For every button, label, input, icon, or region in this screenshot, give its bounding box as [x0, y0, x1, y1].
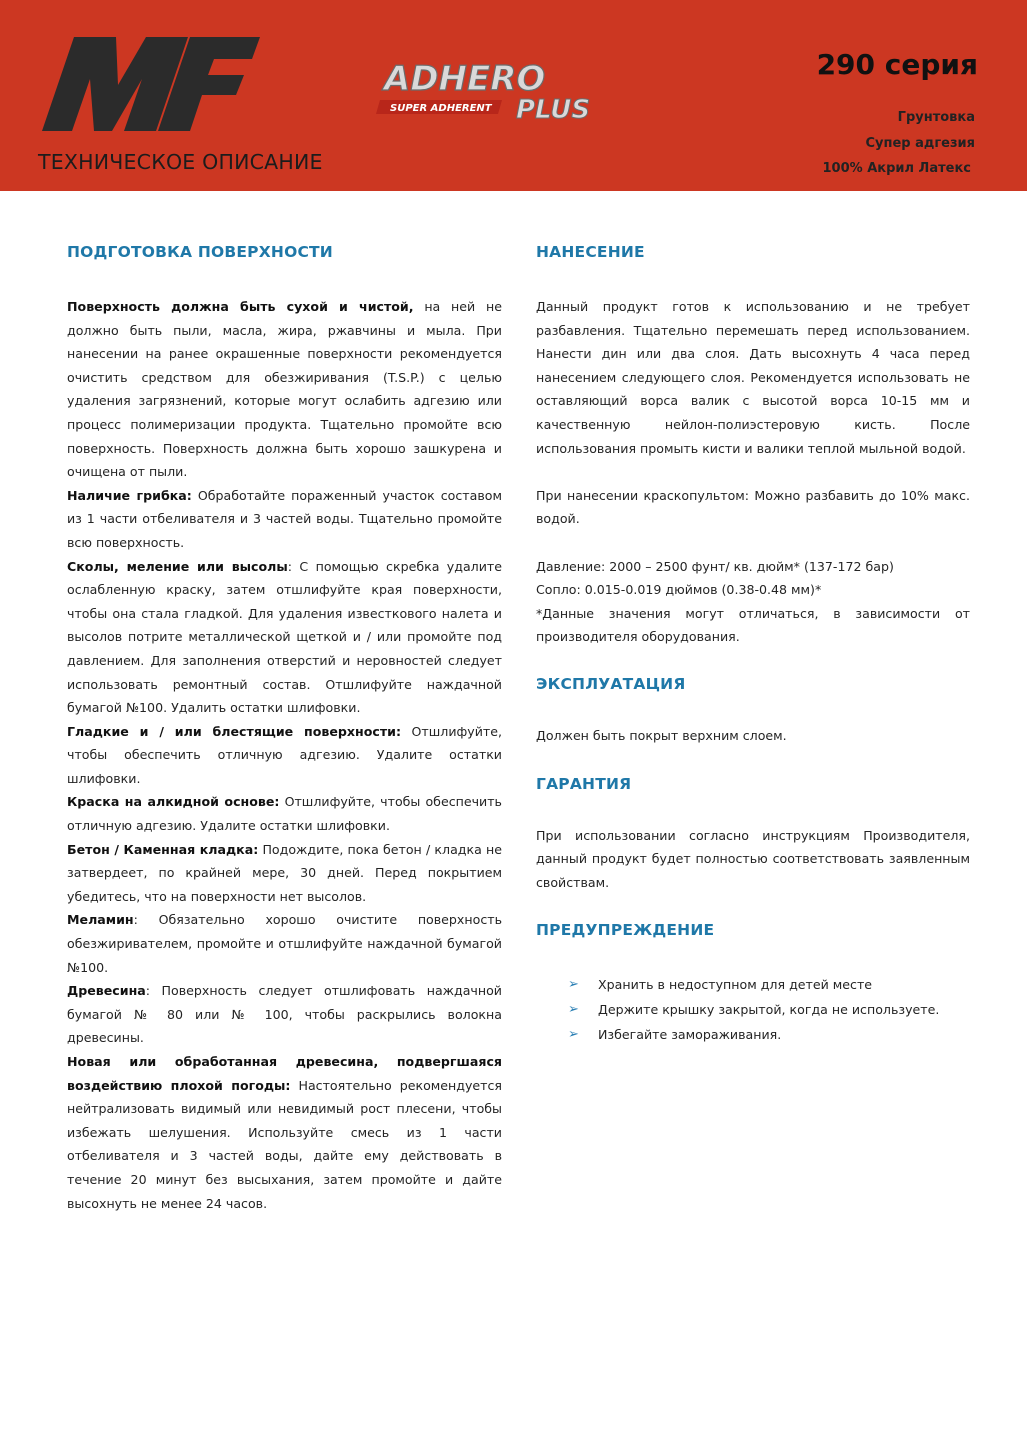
warning-item: ➢ Хранить в недоступном для детей месте: [568, 972, 970, 997]
surface-preparation-section: [67, 242, 502, 1215]
spec-composition: 100% Акрил Латекс: [822, 161, 971, 176]
paragraph-glossy: Гладкие и / или блестящие поверхности: Отшлифуйте, чтобы обеспечить отличную адгезию. Удалите остатки шлифовки.: [67, 723, 502, 786]
header-band: [0, 0, 1027, 191]
application-paragraph-main: Данный продукт готов к использованию и не требует разбавления. Тщательно перемешать перед использованием. Нанести дин или два слоя. Дать высохнуть 4 часа перед нанесением следующего слоя. Рекомендуется использовать не оставляющий ворса валик с высотой ворса 10-15 мм и качественную нейлон-полиэстеровую кисть. После использования промыть кисти и валики теплой мыльной водой.: [536, 299, 970, 456]
paragraph-weathered-wood: Новая или обработанная древесина, подвергшаяся воздействию плохой погоды: Настоятельно рекомендуется нейтрализовать видимый или невидимый рост плесени, чтобы избежать шелушения. Используйте смесь из 1 части отбеливателя и 3 частей воды, дайте ему действовать в течение 20 минут без высыхания, затем промойте и дайте высохнуть не менее 24 часов.: [67, 1054, 503, 1211]
document-type-label: ТЕХНИЧЕСКОЕ ОПИСАНИЕ: [38, 150, 323, 174]
paragraph-alkyd: Краска на алкидной основе: Отшлифуйте, чтобы обеспечить отличную адгезию. Удалите остатки шлифовки.: [67, 794, 502, 834]
warning-list: [536, 972, 970, 1047]
mf-logo: [38, 35, 260, 133]
paragraph-wood: Древесина: Поверхность следует отшлифовать наждачной бумагой № 80 или № 100, чтобы раскрылись волокна древесины.: [67, 983, 502, 1046]
adhero-plus-logo: [374, 58, 632, 124]
warranty-text: При использовании согласно инструкциям Производителя, данный продукт будет полностью соответствовать заявленным свойствам.: [536, 827, 970, 890]
warning-item: ➢ Избегайте замораживания.: [568, 1022, 970, 1047]
surface-preparation-heading: ПОДГОТОВКА ПОВЕРХНОСТИ: [67, 243, 333, 261]
svg-text:PLUS: PLUS: [516, 95, 591, 124]
application-nozzle: Сопло: 0.015-0.019 дюймов (0.38-0.48 мм)*: [536, 582, 822, 598]
arrow-right-icon: ➢: [568, 977, 579, 993]
application-heading: НАНЕСЕНИЕ: [536, 243, 645, 261]
svg-text:ADHERO: ADHERO: [384, 59, 546, 99]
warning-heading: ПРЕДУПРЕЖДЕНИЕ: [536, 921, 715, 940]
spec-adhesion: Супер адгезия: [865, 136, 975, 151]
application-paragraph-sprayer: При нанесении краскопультом: Можно разбавить до 10% макс. водой.: [536, 487, 970, 527]
paragraph-concrete: Бетон / Каменная кладка: Подождите, пока бетон / кладка не затвердеет, по крайней мере, 30 дней. Перед покрытием убедитесь, что на поверхности нет высолов.: [67, 841, 502, 904]
arrow-right-icon: ➢: [568, 1002, 579, 1018]
warning-item: ➢ Держите крышку закрытой, когда не используете.: [568, 997, 970, 1022]
usage-heading: ЭКСПЛУАТАЦИЯ: [536, 674, 686, 693]
application-note: *Данные значения могут отличаться, в зависимости от производителя оборудования.: [536, 605, 970, 645]
warranty-heading: ГАРАНТИЯ: [536, 774, 632, 793]
paragraph-chips: Сколы, меление или высолы: С помощью скребка удалите ослабленную краску, затем отшлифуйте края поверхности, чтобы она стала гладкой. Для удаления известкового налета и высолов потрите металлической щеткой и / или промойте под давлением. Для заполнения отверстий и неровностей следует использовать ремонтный состав. Отшлифуйте наждачной бумагой №100. Удалить остатки шлифовки.: [67, 558, 502, 716]
spec-primer: Грунтовка: [897, 110, 975, 125]
application-pressure: Давление: 2000 – 2500 фунт/ кв. дюйм* (137-172 бар): [536, 558, 894, 574]
usage-text: Должен быть покрыт верхним слоем.: [536, 727, 787, 743]
paragraph-dry-clean: Поверхность должна быть сухой и чистой, на ней не должно быть пыли, масла, жира, ржавчины и мыла. При нанесении на ранее окрашенные поверхности рекомендуется очистить средством для обезжиривания (T.S.P.) с целью удаления загрязнений, которые могут ослабить адгезию или процесс полимеризации продукта. Тщательно промойте всю поверхность. Поверхность должна быть хорошо зашкурена и очищена от пыли.: [67, 299, 502, 480]
paragraph-fungus: Наличие грибка: Обработайте пораженный участок составом из 1 части отбеливателя и 3 частей воды. Тщательно промойте всю поверхность.: [67, 487, 502, 550]
right-column: [536, 242, 970, 1047]
svg-text:MF: MF: [38, 35, 40, 36]
series-title: 290 серия: [816, 48, 978, 81]
paragraph-melamine: Меламин: Обязательно хорошо очистите поверхность обезжиривателем, промойте и отшлифуйте наждачной бумагой №100.: [67, 912, 502, 975]
svg-text:SUPER ADHERENT: SUPER ADHERENT: [390, 103, 492, 114]
arrow-right-icon: ➢: [568, 1027, 579, 1043]
